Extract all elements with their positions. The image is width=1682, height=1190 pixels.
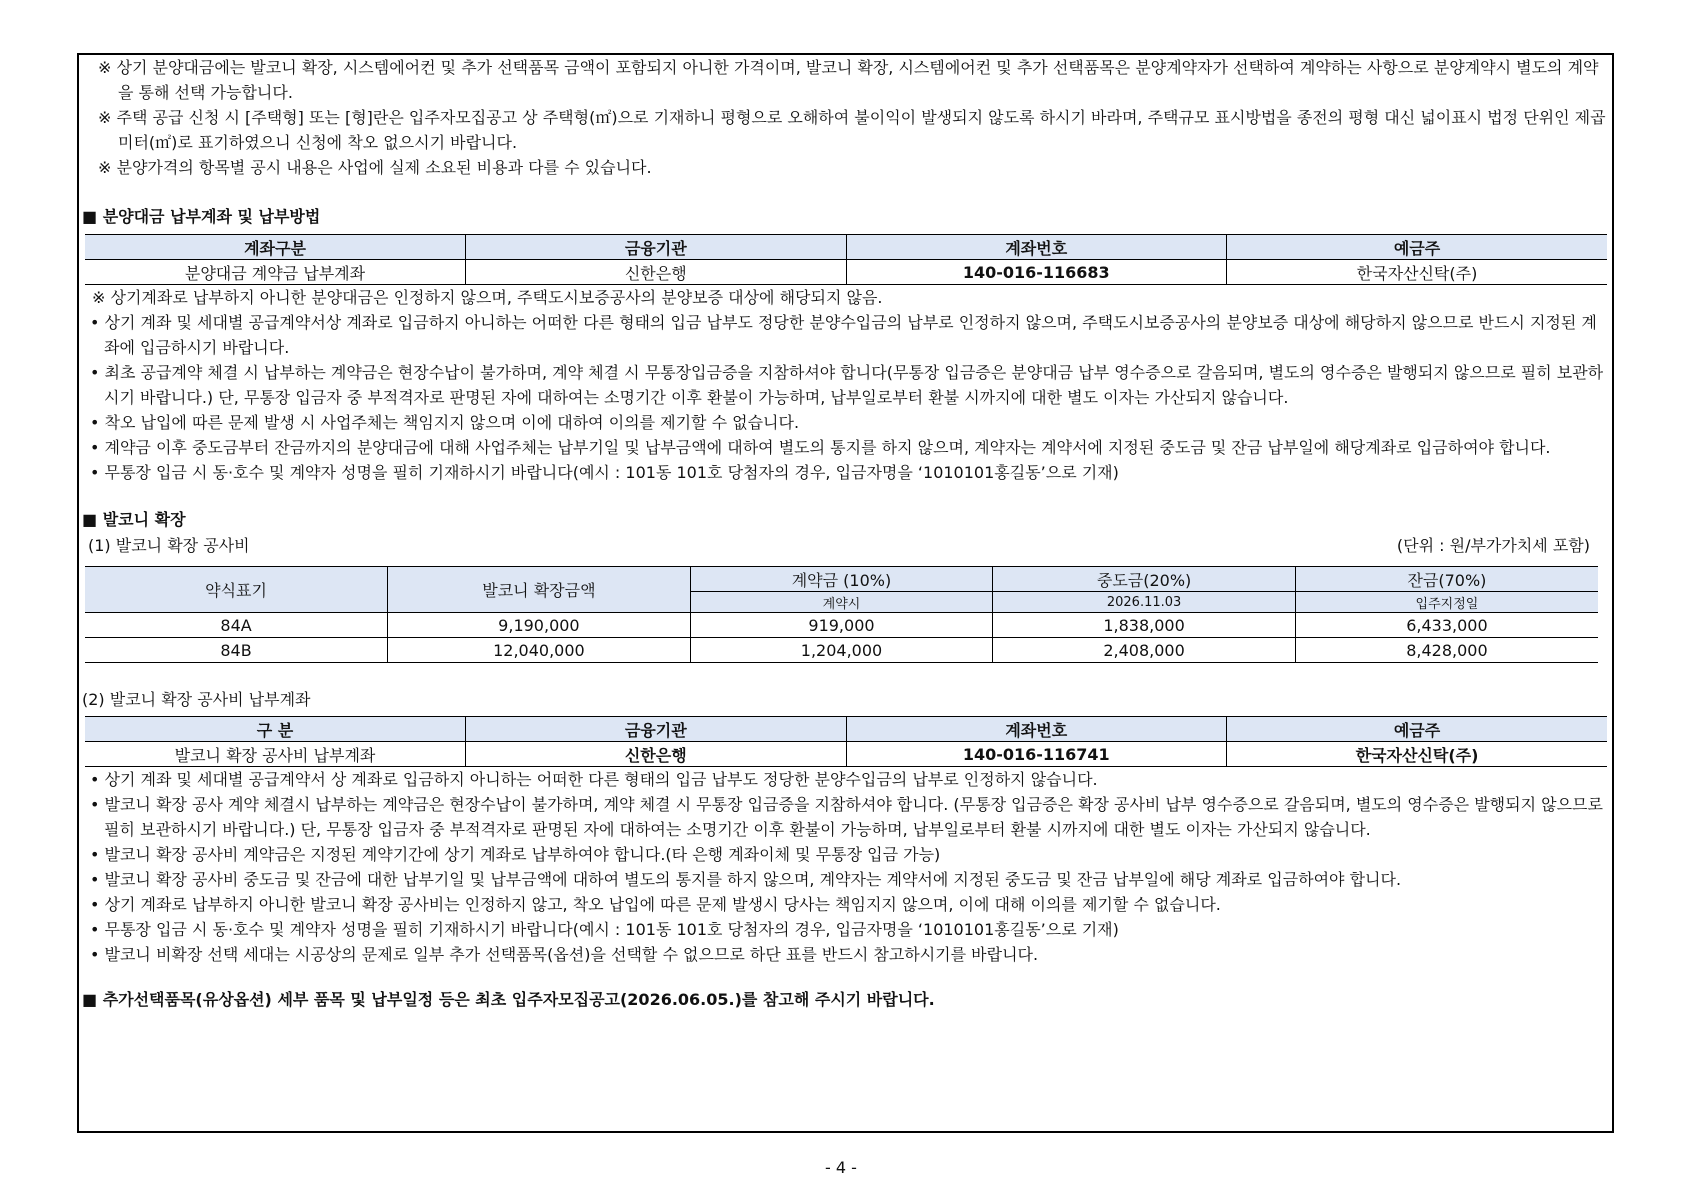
bullet-item: • 상기 계좌 및 세대별 공급계약서상 계좌로 입금하지 아니하는 어떠한 다른 형태의 입금 납부도 정당한 분양수입금의 납부로 인정하지 않으며, 주택도시보증공사의 분양보증 대상에 해당하지 않으므로 반드시 지정된 계좌에 입금하시기 바랍니다. [90,313,1597,357]
section-title-payment-account: ■ 분양대금 납부계좌 및 납부방법 [82,207,321,226]
bullet-item: • 계약금 이후 중도금부터 잔금까지의 분양대금에 대해 사업주체는 납부기일 및 납부금액에 대하여 별도의 통지를 하지 않으며, 계약자는 계약서에 지정된 중도금 및 잔금 납부일에 해당계좌로 입금하여야 합니다. [90,438,1551,457]
table-cell: 신한은행 [466,742,847,767]
table-header-cell: 계좌구분 [85,235,466,260]
table-cell: 2,408,000 [993,638,1296,663]
table-cell: 919,000 [690,613,993,638]
table-cell: 6,433,000 [1295,613,1598,638]
bullet-item: • 발코니 확장 공사 계약 체결시 납부하는 계약금은 현장수납이 불가하며, 계약 체결 시 무통장 입금증을 지참하셔야 합니다. (무통장 입금증은 확장 공사비 납부 영수증으로 갈음되며, 별도의 영수증은 발행되지 않으므로 필히 보관하시기 바랍니다.) 단, 무통장 입금자 중 부적격자로 판명된 자에 대하여는 소명기간 이후 환불이 가능하며, 납부일로부터 환불 시까지에 대한 별도 이자는 가산되지 않습니다. [90,795,1603,839]
table-header-cell: 계약금 (10%) [690,567,993,592]
table-header-cell: 금융기관 [466,717,847,742]
table-header-cell: 2026.11.03 [993,592,1296,613]
bullet-item: • 상기 계좌로 납부하지 아니한 발코니 확장 공사비는 인정하지 않고, 착오 납입에 따른 문제 발생시 당사는 책임지지 않으며, 이에 대해 이의를 제기할 수 없습니다. [90,895,1221,914]
table-row [85,613,1598,638]
intro-note: ※ 주택 공급 신청 시 [주택형] 또는 [형]란은 입주자모집공고 상 주택형(㎡)으로 기재하니 평형으로 오해하여 불이익이 발생되지 않도록 하시기 바라며, 주택규모 표시방법을 종전의 평형 대신 넓이표시 법정 단위인 제곱미터(㎡)로 표기하였으니 신청에 착오 없으시기 바랍니다. [98,108,1606,152]
table-cell: 12,040,000 [388,638,691,663]
table-header-row [85,567,1598,592]
table-header-cell: 구 분 [85,717,466,742]
bullet-item: • 발코니 비확장 선택 세대는 시공상의 문제로 일부 추가 선택품목(옵션)을 선택할 수 없으므로 하단 표를 반드시 참고하시기를 바랍니다. [90,945,1039,964]
unit-label: (단위 : 원/부가가치세 포함) [1396,536,1590,555]
bullet-item: • 무통장 입금 시 동·호수 및 계약자 성명을 필히 기재하시기 바랍니다(예시 : 101동 101호 당첨자의 경우, 입금자명을 ‘1010101홍길동’으로 기재) [90,463,1119,482]
intro-note: ※ 분양가격의 항목별 공시 내용은 사업에 실제 소요된 비용과 다를 수 있습니다. [98,158,652,177]
bullet-item: • 발코니 확장 공사비 중도금 및 잔금에 대한 납부기일 및 납부금액에 대하여 별도의 통지를 하지 않으며, 계약자는 계약서에 지정된 중도금 및 잔금 납부일에 해당 계좌로 입금하여야 합니다. [90,870,1402,889]
table-header-row [85,717,1607,742]
table-header-cell: 잔금(70%) [1295,567,1598,592]
account-number: 140-016-116683 [846,260,1227,285]
table-cell: 한국자산신탁(주) [1227,260,1608,285]
table-cell: 1,204,000 [690,638,993,663]
bullet-item: • 최초 공급계약 체결 시 납부하는 계약금은 현장수납이 불가하며, 계약 체결 시 무통장입금증을 지참하셔야 합니다(무통장 입금증은 분양대금 납부 영수증으로 갈음되며, 별도의 영수증은 발행되지 않으므로 필히 보관하시기 바랍니다.) 단, 무통장 입금자 중 부적격자로 판명된 자에 대하여는 소명기간 이후 환불이 가능하며, 납부일로부터 환불 시까지에 대한 별도 이자는 가산되지 않습니다. [90,363,1604,407]
bullet-item: • 무통장 입금 시 동·호수 및 계약자 성명을 필히 기재하시기 바랍니다(예시 : 101동 101호 당첨자의 경우, 입금자명을 ‘1010101홍길동’으로 기재) [90,920,1119,939]
table-row [85,260,1607,285]
table-header-cell: 예금주 [1227,717,1608,742]
table-header-row [85,235,1607,260]
table-cell: 1,838,000 [993,613,1296,638]
table-cell: 한국자산신탁(주) [1227,742,1608,767]
table-header-cell: 계좌번호 [846,717,1227,742]
bullet-item: • 발코니 확장 공사비 계약금은 지정된 계약기간에 상기 계좌로 납부하여야 합니다.(타 은행 계좌이체 및 무통장 입금 가능) [90,845,941,864]
bullet-item: • 상기 계좌 및 세대별 공급계약서 상 계좌로 입금하지 아니하는 어떠한 다른 형태의 입금 납부도 정당한 분양수입금의 납부로 인정하지 않습니다. [90,770,1098,789]
table-cell: 84A [85,613,388,638]
subsection-title: (1) 발코니 확장 공사비 [88,536,250,555]
table-header-cell: 입주지정일 [1295,592,1598,613]
table-row [85,638,1598,663]
balcony-cost-caption [82,533,1610,558]
table-cell: 8,428,000 [1295,638,1598,663]
section-title-options: ■ 추가선택품목(유상옵션) 세부 품목 및 납부일정 등은 최초 입주자모집공고(2026.06.05.)를 참고해 주시기 바랍니다. [82,990,935,1009]
table-header-cell: 계좌번호 [846,235,1227,260]
table-cell: 분양대금 계약금 납부계좌 [85,260,466,285]
table-cell: 신한은행 [466,260,847,285]
payment-account-table [85,234,1607,285]
table-cell: 84B [85,638,388,663]
balcony-cost-table [85,566,1598,663]
table-header-cell: 중도금(20%) [993,567,1296,592]
table-header-cell: 예금주 [1227,235,1608,260]
subsection-title: (2) 발코니 확장 공사비 납부계좌 [82,690,311,709]
document-body [82,55,1610,1013]
balcony-account-table [85,716,1607,767]
section-title-balcony: ■ 발코니 확장 [82,510,186,529]
table-cell: 9,190,000 [388,613,691,638]
account-number: 140-016-116741 [846,742,1227,767]
table-header-cell: 계약시 [690,592,993,613]
table-cell: 발코니 확장 공사비 납부계좌 [85,742,466,767]
table-header-cell: 약식표기 [85,567,388,613]
bullet-item: • 착오 납입에 따른 문제 발생 시 사업주체는 책임지지 않으며 이에 대하여 이의를 제기할 수 없습니다. [90,413,800,432]
table-header-cell: 금융기관 [466,235,847,260]
intro-note: ※ 상기 분양대금에는 발코니 확장, 시스템에어컨 및 추가 선택품목 금액이 포함되지 아니한 가격이며, 발코니 확장, 시스템에어컨 및 추가 선택품목은 분양계약자가 선택하여 계약하는 사항으로 분양계약시 별도의 계약을 통해 선택 가능합니다. [98,58,1599,102]
table-row [85,742,1607,767]
page-number: - 4 - [825,1158,857,1177]
table-header-cell: 발코니 확장금액 [388,567,691,613]
payment-note: ※ 상기계좌로 납부하지 아니한 분양대금은 인정하지 않으며, 주택도시보증공사의 분양보증 대상에 해당되지 않음. [92,288,883,307]
